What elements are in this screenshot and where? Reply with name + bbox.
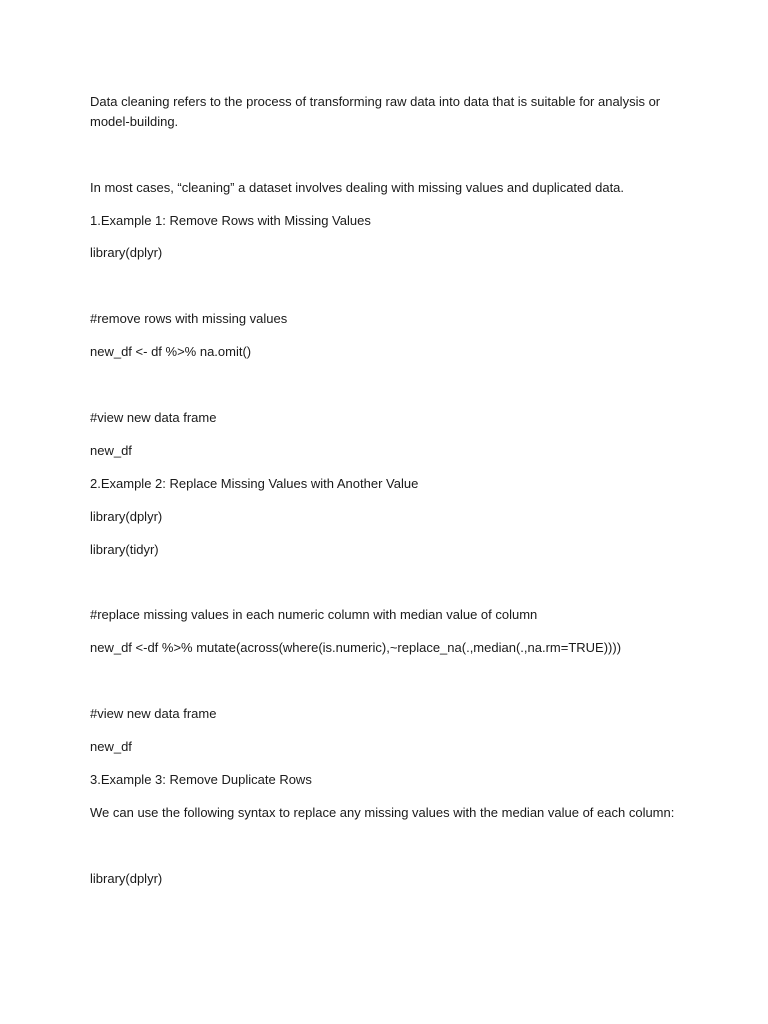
example-2-library-line-2: library(tidyr) [90, 542, 159, 557]
example-1-heading: 1.Example 1: Remove Rows with Missing Values [90, 213, 371, 228]
example-1-library-line: library(dplyr) [90, 245, 163, 260]
example-3-heading: 3.Example 3: Remove Duplicate Rows [90, 772, 312, 787]
example-2-library-line-1: library(dplyr) [90, 509, 163, 524]
example-2-comment: #replace missing values in each numeric column with median value of column [90, 607, 538, 622]
example-1-view: new_df [90, 443, 132, 458]
example-1-view-comment: #view new data frame [90, 410, 217, 425]
example-1-code: new_df <- df %>% na.omit() [90, 344, 252, 359]
intro-paragraph: Data cleaning refers to the process of transforming raw data into data that is suitable for analysis or model-building. [90, 94, 661, 129]
example-2-view-comment: #view new data frame [90, 706, 217, 721]
example-3-library-line: library(dplyr) [90, 871, 163, 886]
cases-paragraph: In most cases, “cleaning” a dataset involves dealing with missing values and duplicated data. [90, 180, 625, 195]
example-2-heading: 2.Example 2: Replace Missing Values with Another Value [90, 476, 419, 491]
example-1-comment: #remove rows with missing values [90, 311, 288, 326]
example-3-description: We can use the following syntax to replace any missing values with the median value of each column: [90, 805, 675, 820]
example-2-view: new_df [90, 739, 132, 754]
example-2-code: new_df <-df %>% mutate(across(where(is.numeric),~replace_na(.,median(.,na.rm=TRUE)))) [90, 640, 622, 655]
